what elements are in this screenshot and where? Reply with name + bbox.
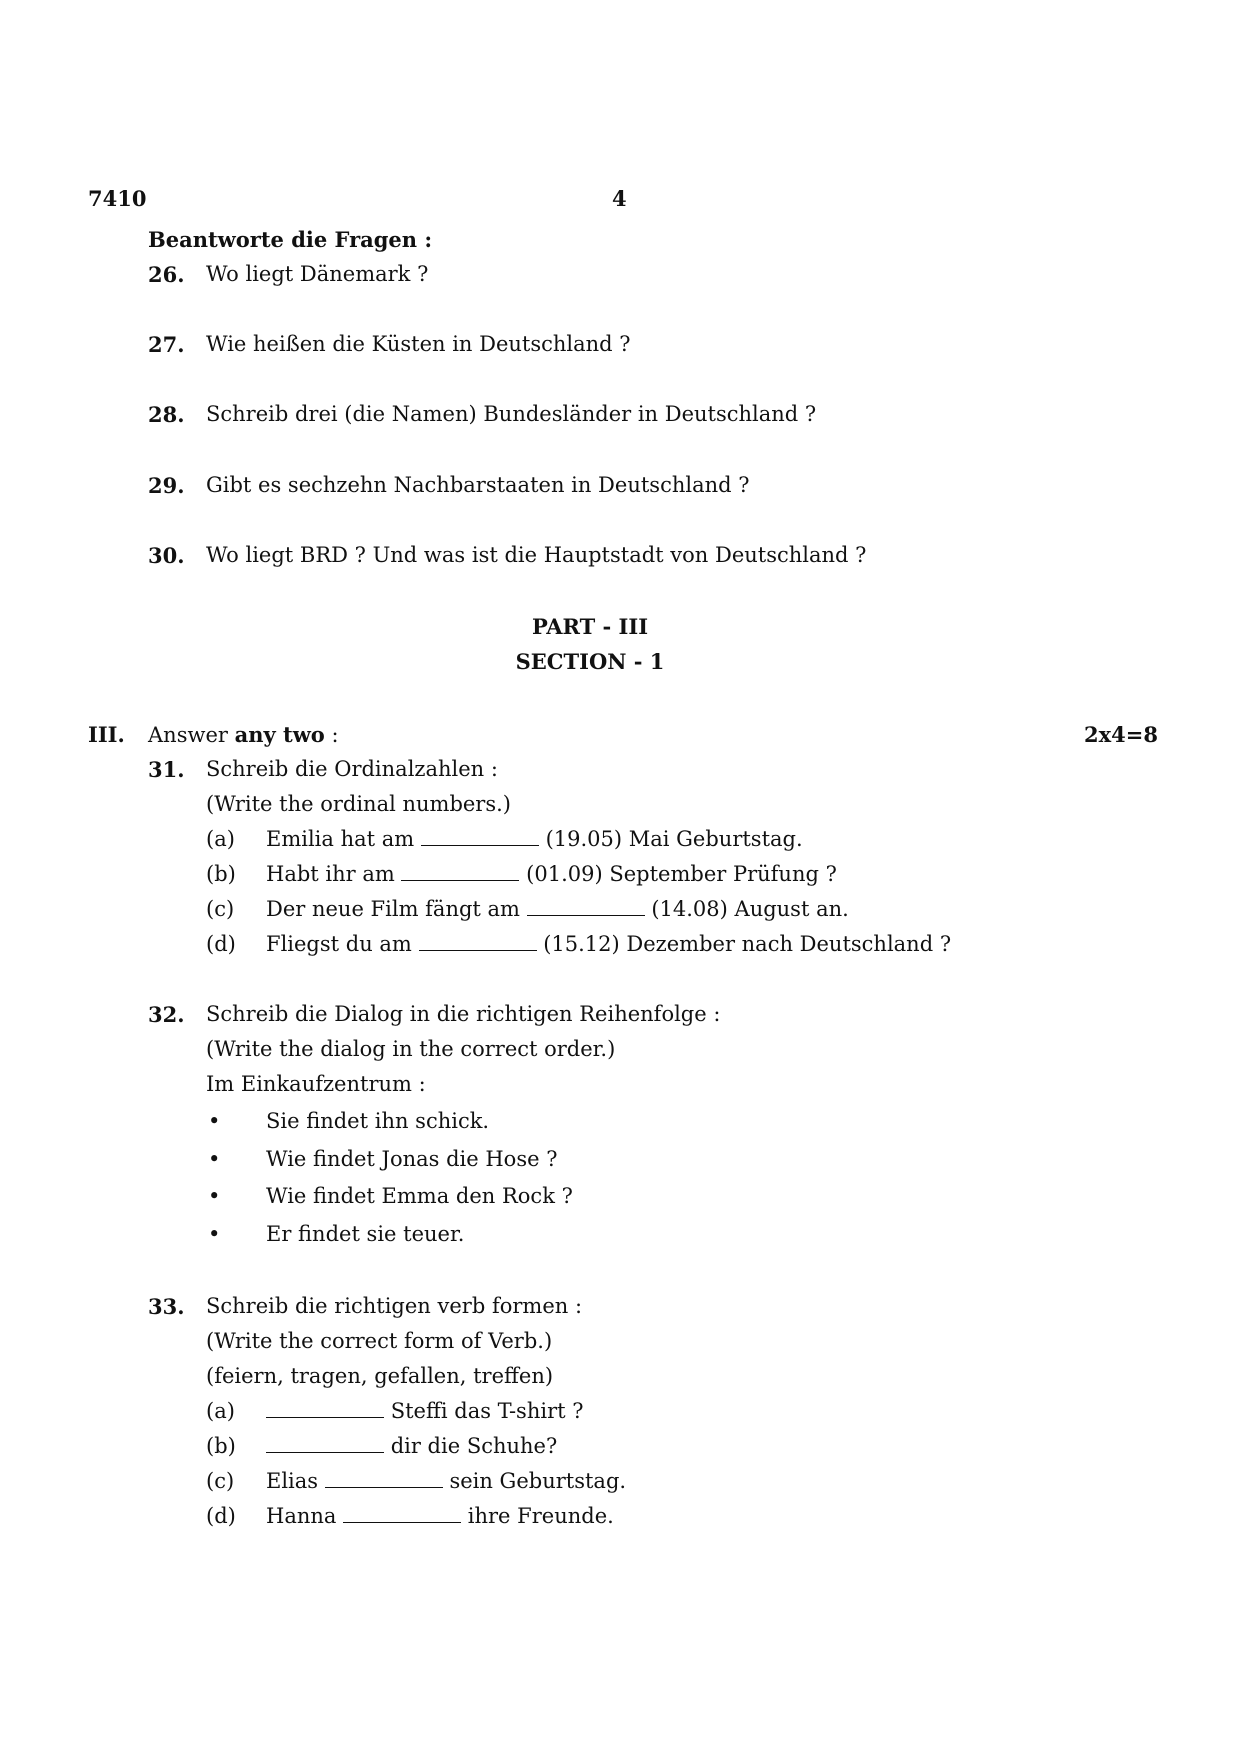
blank-line — [266, 1416, 384, 1418]
question-subtitle: (Write the correct form of Verb.) — [206, 1329, 553, 1353]
question-text: Wo liegt BRD ? Und was ist die Hauptstadt von Deutschland ? — [206, 543, 867, 567]
question-subtitle: (Write the ordinal numbers.) — [206, 792, 511, 816]
item-text-after: (01.09) September Prüfung ? — [526, 862, 837, 886]
blank-line — [343, 1521, 461, 1523]
item-text-after: sein Geburtstag. — [449, 1469, 627, 1493]
question-number: 27. — [148, 332, 185, 357]
fill-item — [266, 1401, 584, 1422]
question-text: Wo liegt Dänemark ? — [206, 262, 429, 286]
fill-item — [266, 1471, 626, 1492]
section-instruction — [148, 724, 339, 746]
fill-item — [266, 934, 951, 955]
dialog-context: Im Einkaufzentrum : — [206, 1072, 426, 1096]
item-text-after: Steffi das T-shirt ? — [390, 1399, 584, 1423]
item-label: (c) — [206, 897, 235, 921]
question-title: Schreib die richtigen verb formen : — [206, 1294, 583, 1318]
part-title: PART - III — [531, 614, 649, 639]
bullet-icon: • — [208, 1184, 221, 1208]
item-label: (b) — [206, 862, 236, 886]
item-label: (d) — [206, 932, 236, 956]
question-number: 29. — [148, 473, 185, 498]
roman-numeral: III. — [88, 722, 125, 747]
item-text-before: Fliegst du am — [266, 932, 412, 956]
item-label: (d) — [206, 1504, 236, 1528]
exam-code: 7410 — [88, 186, 147, 211]
item-label: (b) — [206, 1434, 236, 1458]
dialog-line: Er findet sie teuer. — [266, 1222, 465, 1246]
item-text-after: ihre Freunde. — [467, 1504, 614, 1528]
question-number: 30. — [148, 543, 185, 568]
instruction-bold: any two — [234, 722, 325, 747]
question-number: 32. — [148, 1002, 185, 1027]
blank-line — [325, 1486, 443, 1488]
fill-item — [266, 829, 803, 850]
fill-item — [266, 864, 837, 885]
bullet-icon: • — [208, 1147, 221, 1171]
item-text-after: (19.05) Mai Geburtstag. — [545, 827, 803, 851]
question-subtitle: (Write the dialog in the correct order.) — [206, 1037, 616, 1061]
instruction-post: : — [331, 723, 339, 747]
question-number: 26. — [148, 262, 185, 287]
question-text: Schreib drei (die Namen) Bundesländer in Deutschland ? — [206, 402, 817, 426]
question-number: 33. — [148, 1294, 185, 1319]
verb-list: (feiern, tragen, gefallen, treffen) — [206, 1364, 554, 1388]
dialog-line: Wie findet Emma den Rock ? — [266, 1184, 573, 1208]
item-text-before: Habt ihr am — [266, 862, 395, 886]
item-text-before: Elias — [266, 1469, 319, 1493]
instruction-pre: Answer — [148, 723, 228, 747]
blank-line — [421, 844, 539, 846]
page-number: 4 — [612, 186, 627, 211]
item-text-before: Emilia hat am — [266, 827, 415, 851]
bullet-icon: • — [208, 1109, 221, 1133]
question-number: 31. — [148, 757, 185, 782]
blank-line — [419, 949, 537, 951]
blank-line — [266, 1451, 384, 1453]
blank-line — [527, 914, 645, 916]
fill-item — [266, 899, 849, 920]
question-text: Wie heißen die Küsten in Deutschland ? — [206, 332, 631, 356]
dialog-line: Wie findet Jonas die Hose ? — [266, 1147, 558, 1171]
blank-line — [401, 879, 519, 881]
item-text-before: Hanna — [266, 1504, 337, 1528]
fill-item — [266, 1436, 557, 1457]
section-title: SECTION - 1 — [515, 649, 665, 674]
question-number: 28. — [148, 402, 185, 427]
marks: 2x4=8 — [1084, 722, 1158, 747]
item-text-after: (15.12) Dezember nach Deutschland ? — [543, 932, 952, 956]
instruction: Beantworte die Fragen : — [148, 227, 433, 252]
fill-item — [266, 1506, 614, 1527]
bullet-icon: • — [208, 1222, 221, 1246]
question-title: Schreib die Dialog in die richtigen Reihenfolge : — [206, 1002, 721, 1026]
item-label: (a) — [206, 827, 235, 851]
item-label: (a) — [206, 1399, 235, 1423]
item-text-before: Der neue Film fängt am — [266, 897, 520, 921]
item-label: (c) — [206, 1469, 235, 1493]
item-text-after: (14.08) August an. — [651, 897, 849, 921]
question-text: Gibt es sechzehn Nachbarstaaten in Deutschland ? — [206, 473, 750, 497]
dialog-line: Sie findet ihn schick. — [266, 1109, 490, 1133]
item-text-after: dir die Schuhe? — [390, 1434, 558, 1458]
question-title: Schreib die Ordinalzahlen : — [206, 757, 498, 781]
